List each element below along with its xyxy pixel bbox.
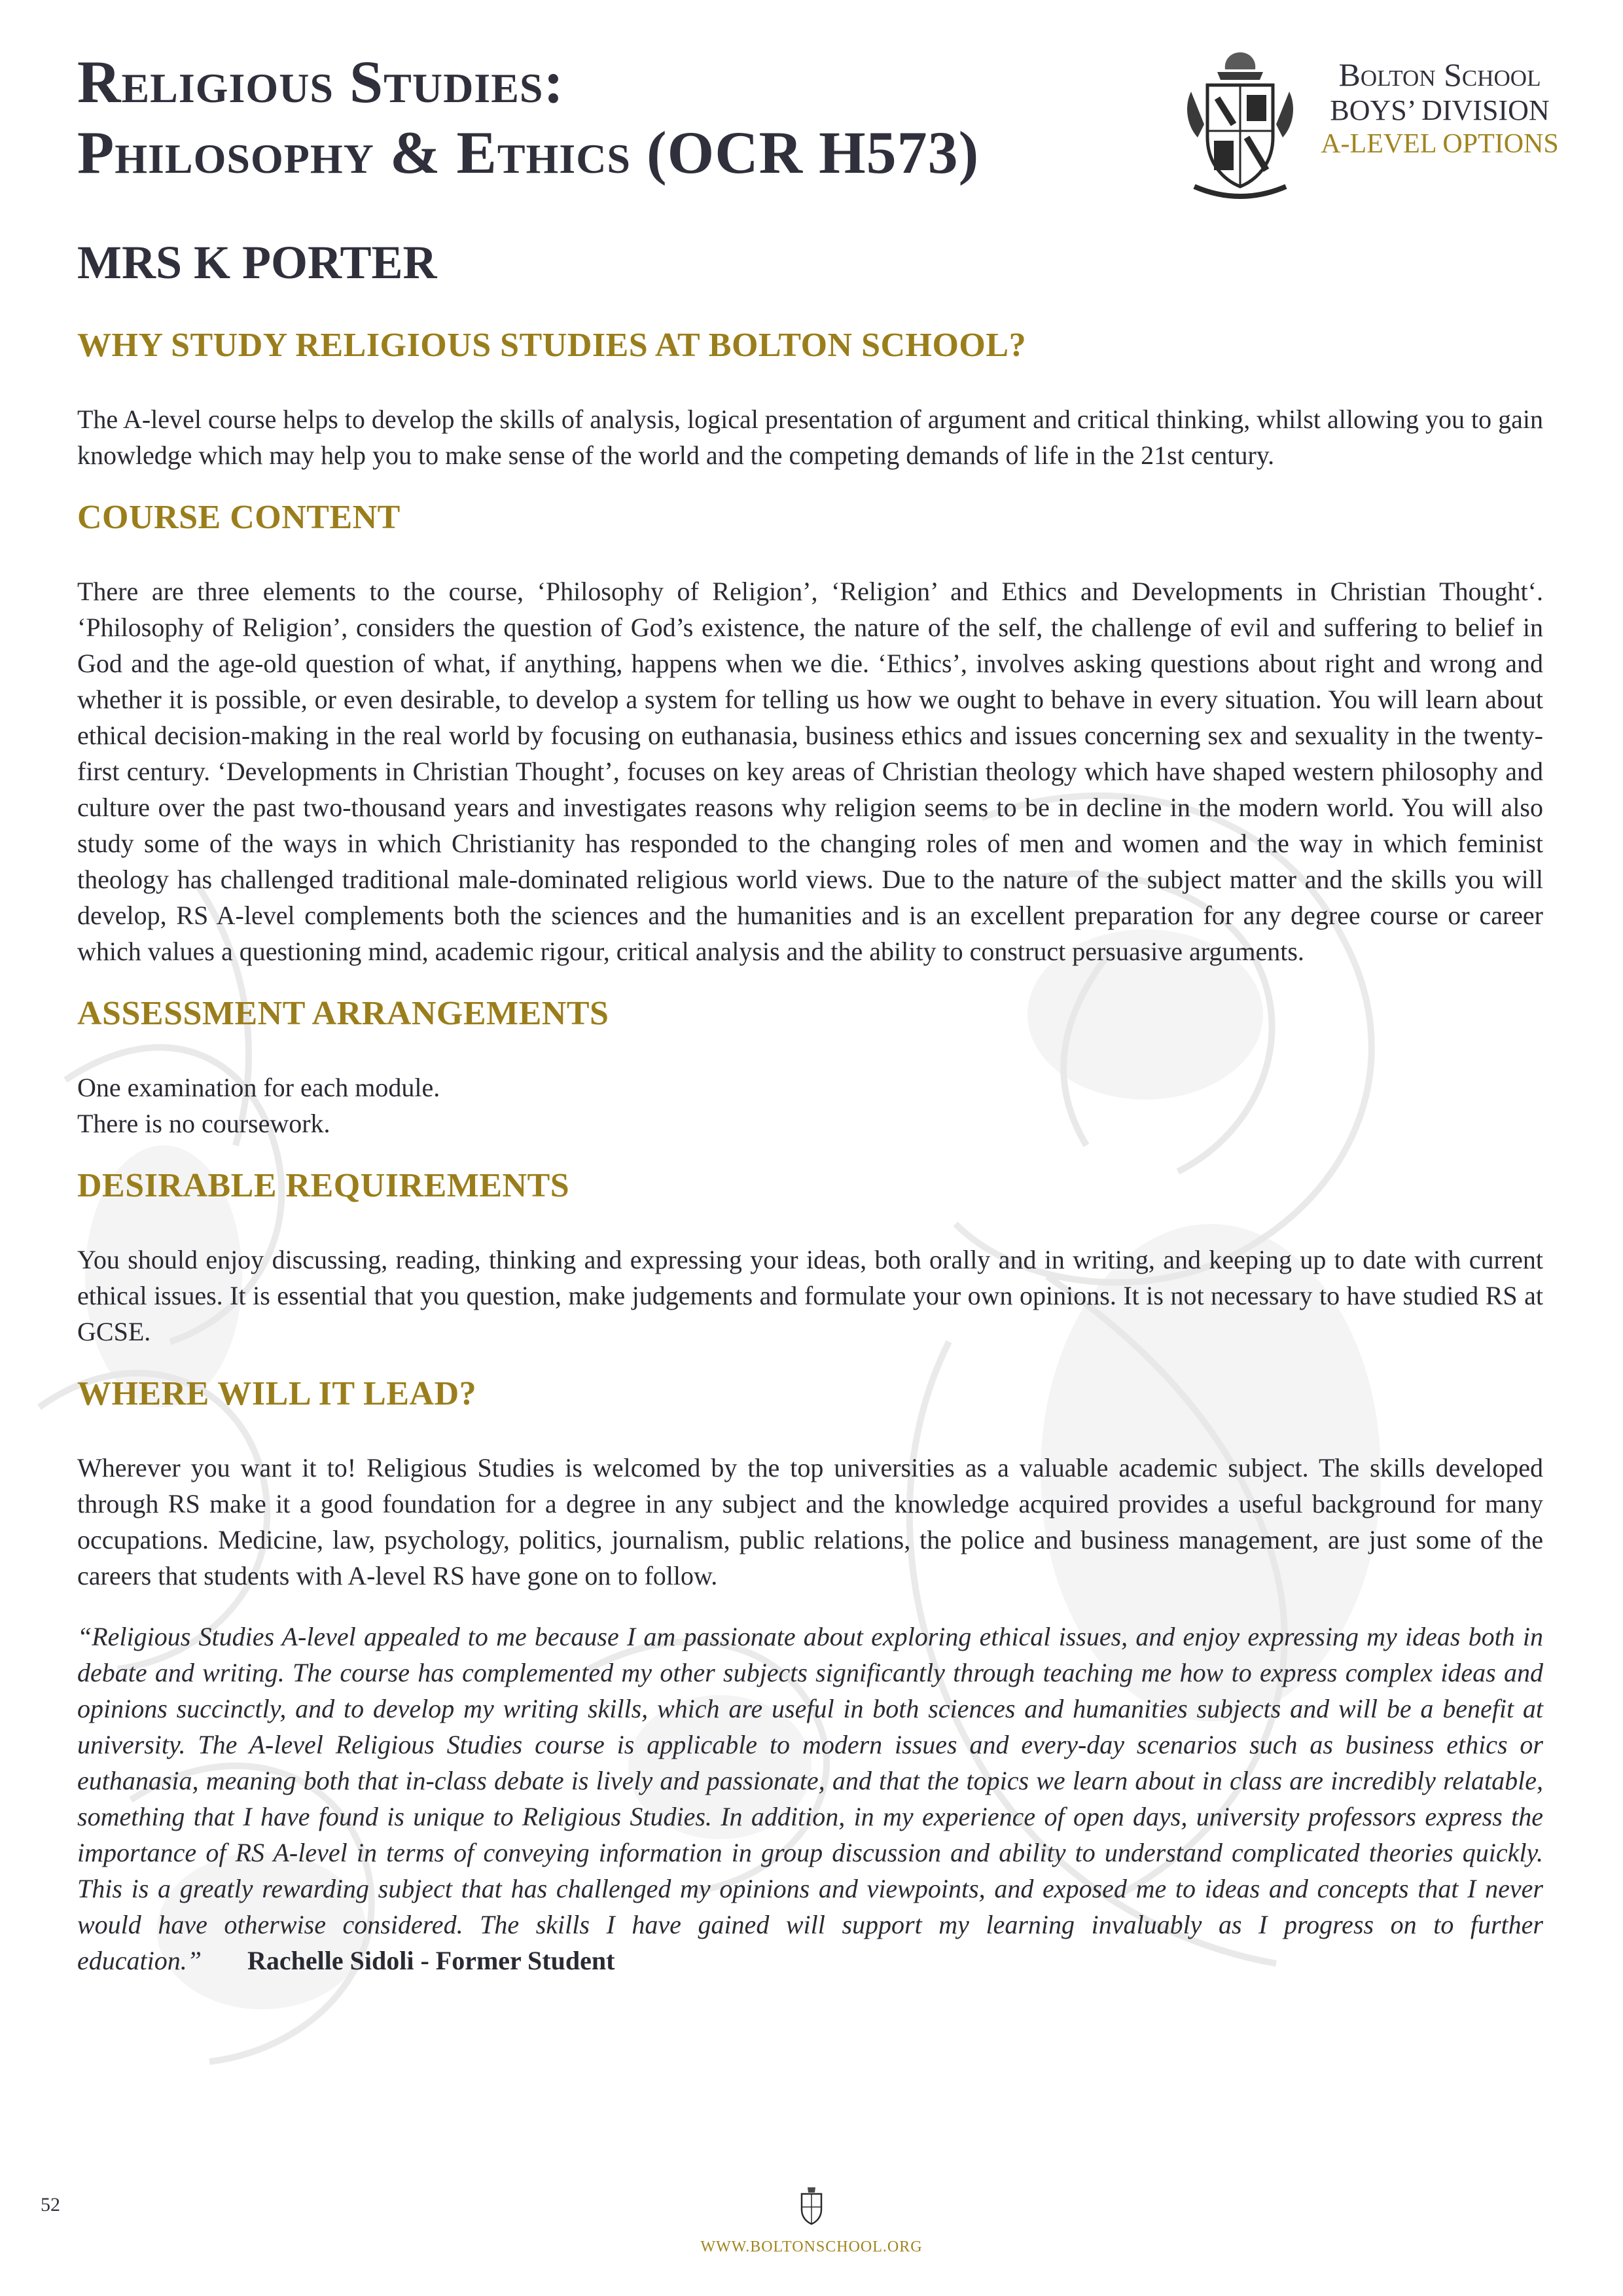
school-name: Bolton School [1338, 56, 1541, 93]
page-number: 52 [41, 2194, 60, 2215]
section-heading-content: COURSE CONTENT [77, 499, 401, 536]
page-title [77, 47, 979, 188]
section-heading-lead: WHERE WILL IT LEAD? [77, 1375, 477, 1412]
section-body-content: There are three elements to the course, ‘Philosophy of Religion’, ‘Religion’ and Ethics and Developments in Christian Thought‘. ‘Philosophy of Religion’, considers the question of God’s existence, the nature of the self, the challenge of evil and suffering to belief in God and the age-old question of what, if anything, happens when we die. ‘Ethics’, involves asking questions about right and wrong and whether it is possible, or even desirable, to develop a system for telling us how we ought to behave in every situation. You will learn about ethical decision-making in the real world by focusing on euthanasia, business ethics and issues concerning sex and sexuality in the twenty-first century. ‘Developments in Christian Thought’, focuses on key areas of Christian theology which have shaped western philosophy and culture over the past two-thousand years and investigates reasons why religion seems to be in decline in the modern world. You will also study some of the ways in which Christianity has responded to the changing roles of men and women and the way in which feminist theology has challenged traditional male-dominated religious world views. Due to the nature of the subject matter and the skills you will develop, RS A-level complements both the sciences and the humanities and is an excellent preparation for any degree course or career which values a questioning mind, academic rigour, critical analysis and the ability to construct persuasive arguments. [77, 577, 1543, 966]
section-body-requirements: You should enjoy discussing, reading, thinking and expressing your ideas, both orally and in writing, and keeping up to date with current ethical issues. It is essential that you question, make judgements and formulate your own opinions. It is not necessary to have studied RS at GCSE. [77, 1245, 1543, 1346]
main-content [77, 326, 1543, 1979]
assessment-line-2: There is no coursework. [77, 1109, 330, 1138]
quote-text: “Religious Studies A-level appealed to me because I am passionate about exploring ethical issues, and enjoy expressing my ideas both in debate and writing. The course has complemented my other subjects significantly through teaching me how to express complex ideas and opinions succinctly, and to develop my writing skills, which are useful in both sciences and humanities subjects and will be a benefit at university. The A-level Religious Studies course is applicable to modern issues and every-day scenarios such as business ethics or euthanasia, meaning both that in-class debate is lively and passionate, and that the topics we learn about in class are incredibly relatable, something that I have found is unique to Religious Studies. In addition, in my experience of open days, university professors express the importance of RS A-level in terms of conveying information in group discussion and ability to understand complicated theories quickly. This is a greatly rewarding subject that has challenged my opinions and viewpoints, and exposed me to ideas and concepts that I never would have otherwise considered. The skills I have gained will support my learning invaluably as I progress on to further education.” [77, 1622, 1543, 1975]
section-body-why: The A-level course helps to develop the skills of analysis, logical presentation of argument and critical thinking, whilst allowing you to gain knowledge which may help you to make sense of the world and the competing demands of life in the 21st century. [77, 404, 1543, 470]
assessment-line-1: One examination for each module. [77, 1073, 440, 1102]
section-heading-requirements: DESIRABLE REQUIREMENTS [77, 1167, 570, 1204]
school-branding [1302, 56, 1577, 162]
section-body-lead: Wherever you want it to! Religious Studies is welcomed by the top universities as a valuable academic subject. The skills developed through RS make it a good foundation for a degree in any subject and the knowledge acquired provides a useful background for many occupations. Medicine, law, psychology, politics, journalism, public relations, the police and business management, are just some of the careers that students with A-level RS have gone on to follow. [77, 1453, 1543, 1590]
quote-author: Rachelle Sidoli - Former Student [247, 1946, 615, 1975]
school-crest-icon [1178, 46, 1302, 203]
school-division: BOYS’ DIVISION [1330, 94, 1550, 126]
footer-crest-icon [795, 2185, 828, 2227]
school-subtitle: A-LEVEL OPTIONS [1321, 129, 1559, 160]
footer-website: WWW.BOLTONSCHOOL.ORG [700, 2238, 923, 2255]
section-heading-assessment: ASSESSMENT ARRANGEMENTS [77, 995, 609, 1032]
teacher-name: MRS K PORTER [77, 236, 437, 289]
section-heading-why: WHY STUDY RELIGIOUS STUDIES AT BOLTON SCHOOL? [77, 327, 1027, 364]
title-line-1: Religious Studies: [77, 48, 565, 115]
title-line-2: Philosophy & Ethics (OCR H573) [77, 118, 980, 186]
student-quote [77, 1619, 1543, 1979]
